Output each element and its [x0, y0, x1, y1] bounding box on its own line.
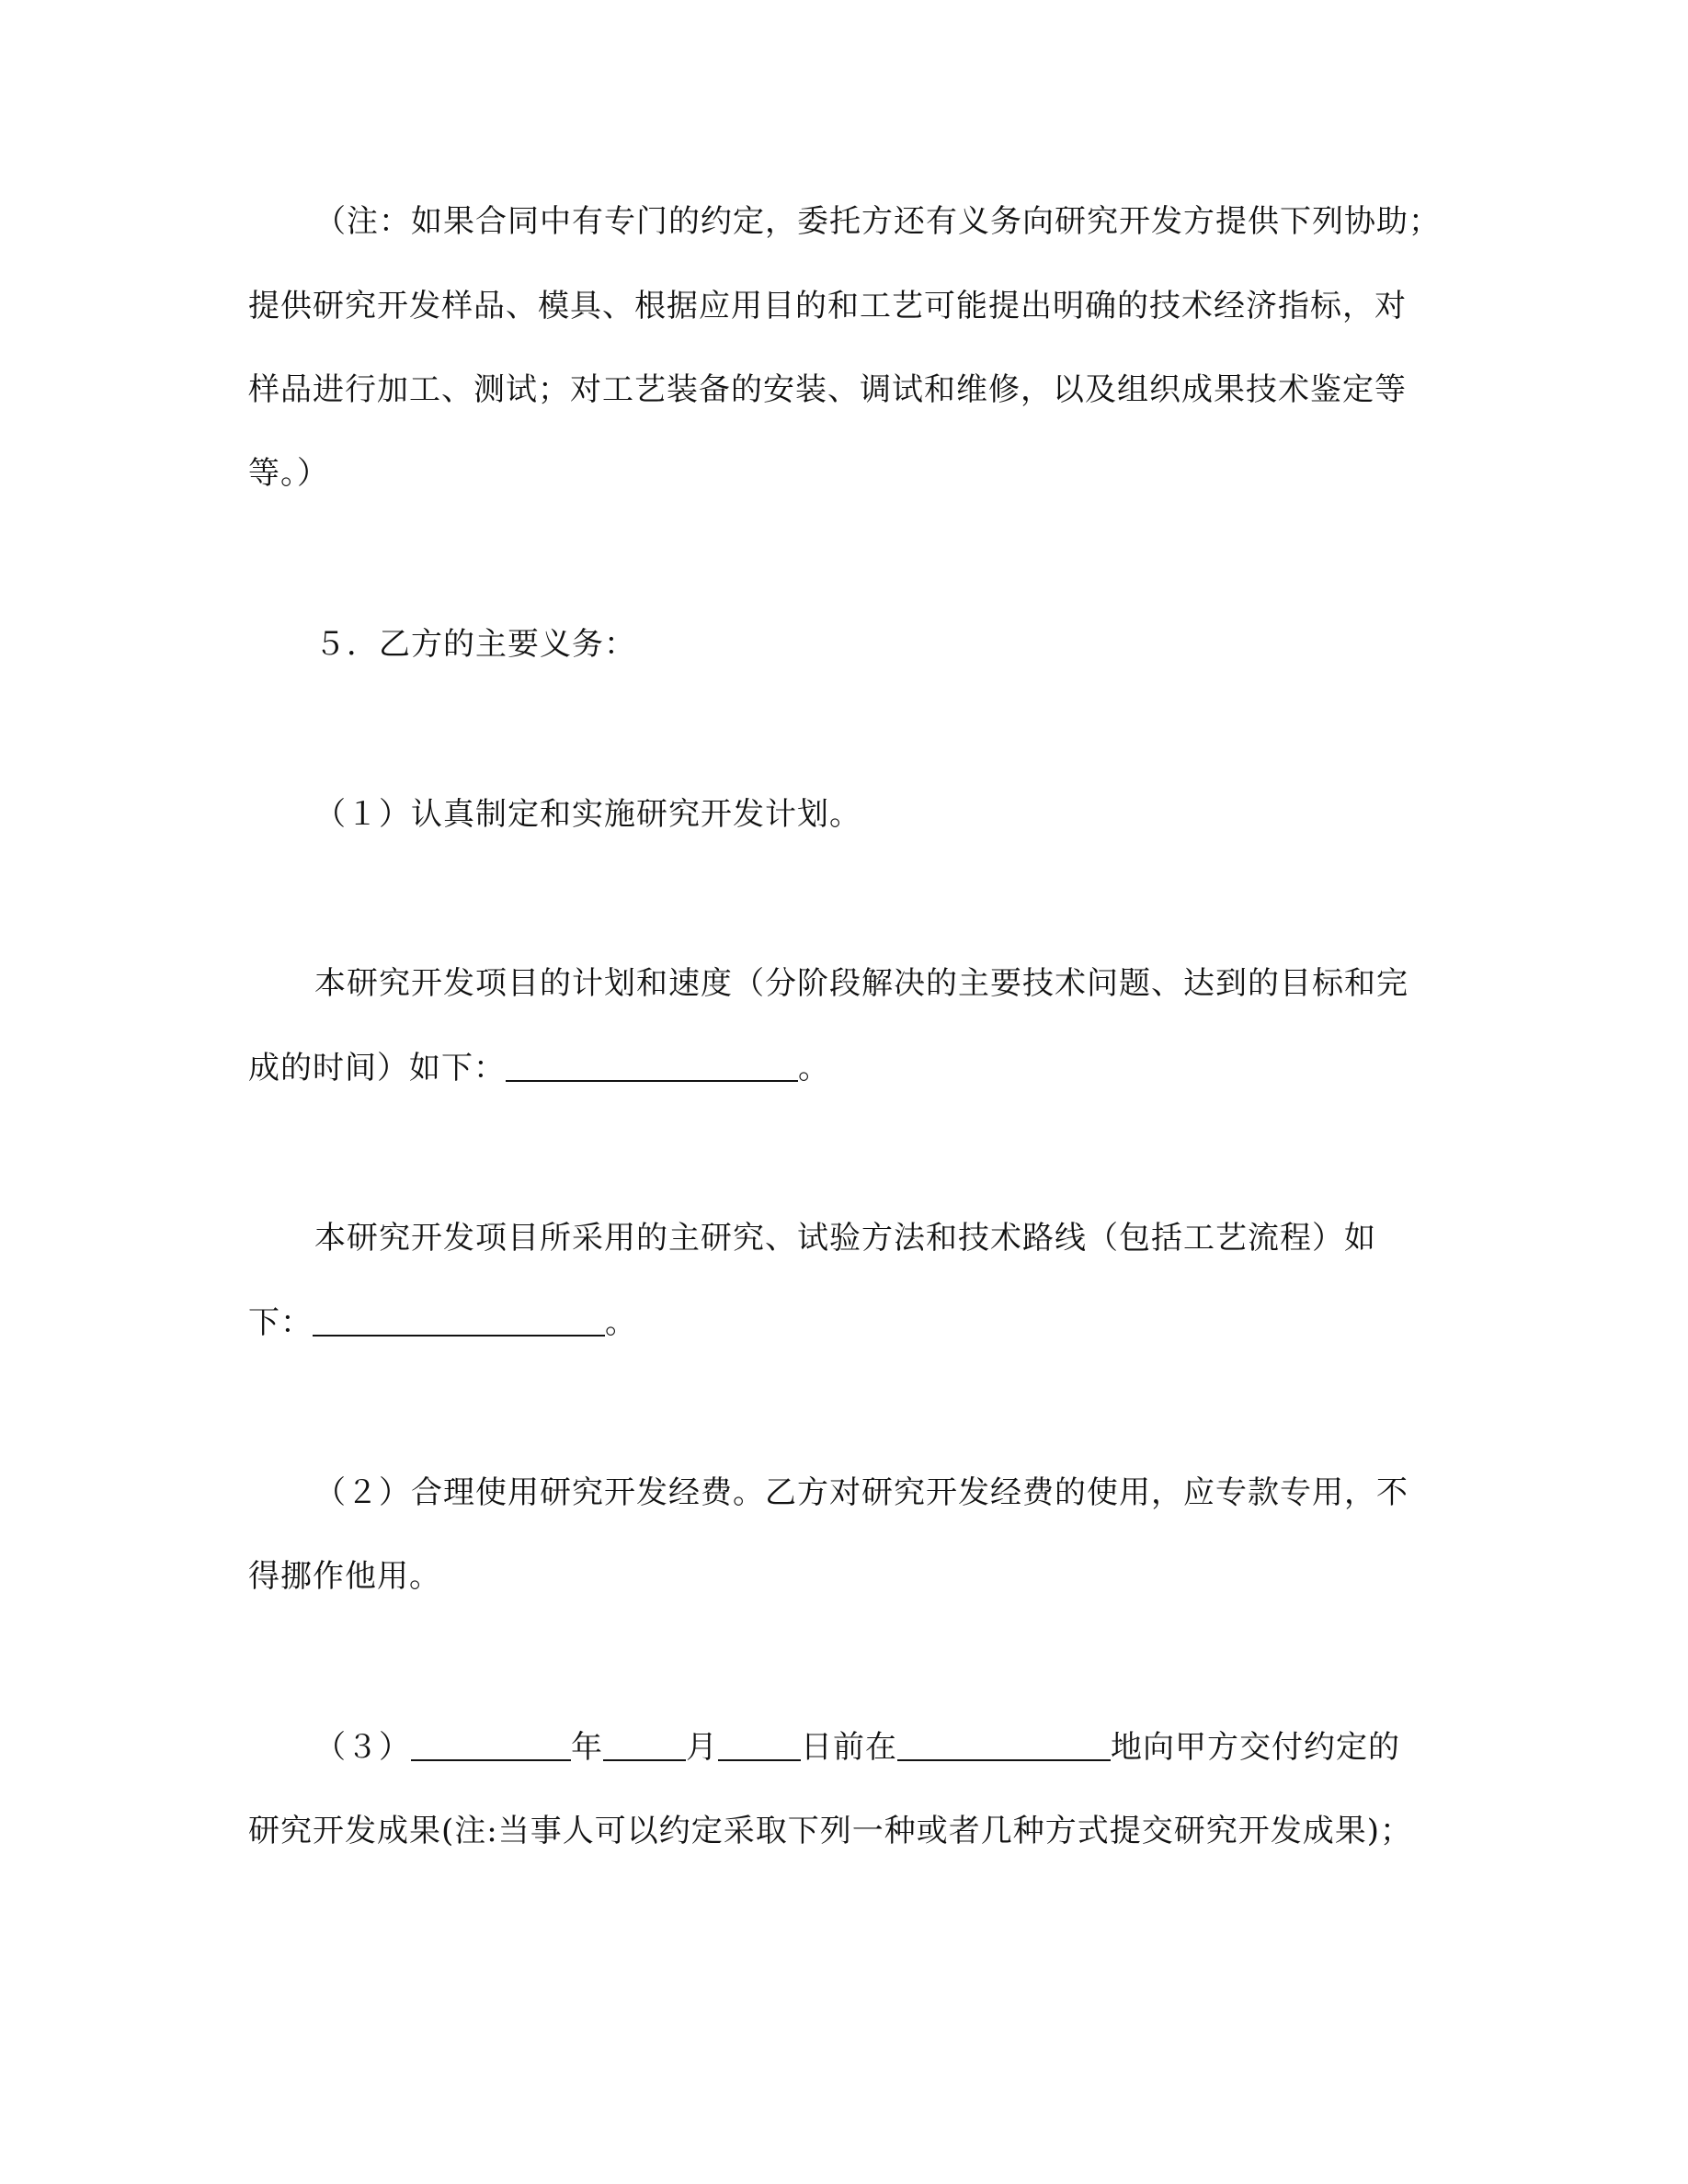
note-line-3: 样品进行加工、测试；对工艺装备的安装、调试和维修，以及组织成果技术鉴定等	[248, 371, 1407, 408]
plan-line-2	[248, 1049, 830, 1086]
note-line-1: （注：如果合同中有专门的约定，委托方还有义务向研究开发方提供下列协助；	[314, 203, 1441, 240]
plan-fill-blank[interactable]	[506, 1049, 798, 1082]
item-2-line-2: 得挪作他用。	[248, 1558, 441, 1595]
year-fill-blank[interactable]	[411, 1728, 571, 1761]
method-line-1: 本研究开发项目所采用的主研究、试验方法和技术路线（包括工艺流程）如	[314, 1220, 1376, 1257]
month-label: 月	[686, 1729, 718, 1766]
note-line-2: 提供研究开发样品、模具、根据应用目的和工艺可能提出明确的技术经济指标，对	[248, 288, 1407, 324]
method-line-2-suffix: 。	[605, 1304, 637, 1341]
item-3-line-1	[314, 1728, 1400, 1766]
year-label: 年	[571, 1729, 603, 1766]
place-fill-blank[interactable]	[897, 1728, 1111, 1761]
item-1: （１）认真制定和实施研究开发计划。	[314, 796, 861, 833]
month-fill-blank[interactable]	[603, 1728, 686, 1761]
item-3-line-2: 研究开发成果(注:当事人可以约定采取下列一种或者几种方式提交研究开发成果)；	[248, 1813, 1412, 1849]
item-3-prefix: （３）	[314, 1729, 411, 1766]
day-fill-blank[interactable]	[718, 1728, 801, 1761]
plan-line-2-prefix: 成的时间）如下：	[248, 1050, 506, 1086]
method-line-2-prefix: 下：	[248, 1304, 313, 1341]
item-3-tail: 地向甲方交付约定的	[1111, 1729, 1400, 1766]
plan-line-1: 本研究开发项目的计划和速度（分阶段解决的主要技术问题、达到的目标和完	[314, 965, 1409, 1002]
day-label: 日前在	[801, 1729, 897, 1766]
method-line-2	[248, 1303, 637, 1341]
section-5-heading: ５．乙方的主要义务：	[314, 626, 636, 663]
method-fill-blank[interactable]	[313, 1303, 605, 1337]
note-line-4: 等。）	[248, 455, 329, 492]
plan-line-2-suffix: 。	[798, 1050, 830, 1086]
item-2-line-1: （２）合理使用研究开发经费。乙方对研究开发经费的使用，应专款专用，不	[314, 1474, 1409, 1511]
